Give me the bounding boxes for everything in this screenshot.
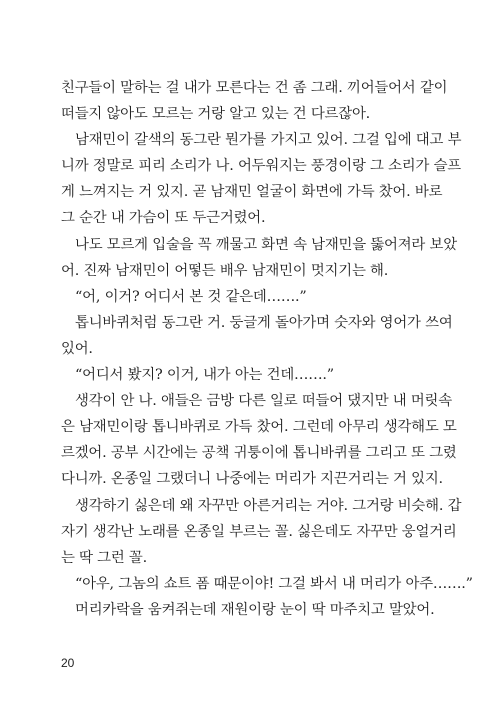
text-line: “어, 이거? 어디서 본 것 같은데…….” bbox=[75, 288, 307, 305]
text-line: 자기 생각난 노래를 온종일 부르는 꼴. 싫은데도 자꾸만 웅얼거리 bbox=[61, 523, 457, 540]
text-line: “아우, 그놈의 쇼트 폼 때문이야! 그걸 봐서 내 머리가 아주…….” bbox=[75, 575, 473, 592]
text-line: 떠들지 않아도 모르는 거랑 알고 있는 건 다르잖아. bbox=[61, 106, 371, 123]
text-line: 는 딱 그런 꼴. bbox=[61, 549, 148, 566]
text-line: 그 순간 내 가슴이 또 두근거렸어. bbox=[61, 210, 266, 227]
body-text bbox=[61, 75, 473, 623]
text-line: 남재민이 갈색의 동그란 뭔가를 가지고 있어. 그걸 입에 대고 부 bbox=[75, 132, 462, 149]
text-line: 생각이 안 나. 애들은 금방 다른 일로 떠들어 댔지만 내 머릿속 bbox=[75, 393, 452, 410]
text-line: “어디서 봤지? 이거, 내가 아는 건데…….” bbox=[75, 367, 334, 384]
text-line: 있어. bbox=[61, 340, 93, 357]
text-line: 친구들이 말하는 걸 내가 모른다는 건 좀 그래. 끼어들어서 같이 bbox=[61, 80, 448, 96]
text-line: 어. 진짜 남재민이 어떻든 배우 남재민이 멋지기는 해. bbox=[61, 262, 389, 279]
text-line: 머리카락을 움켜쥐는데 재원이랑 눈이 딱 마주치고 말았어. bbox=[75, 601, 435, 618]
page-number: 20 bbox=[61, 656, 75, 670]
text-line: 르겠어. 공부 시간에는 공책 귀퉁이에 톱니바퀴를 그리고 또 그렸 bbox=[61, 445, 457, 462]
text-line: 니까 정말로 피리 소리가 나. 어두워지는 풍경이랑 그 소리가 슬프 bbox=[61, 158, 461, 175]
text-line: 게 느껴지는 거 있지. 곧 남재민 얼굴이 화면에 가득 찼어. 바로 bbox=[61, 184, 443, 201]
text-line: 다니까. 온종일 그랬더니 나중에는 머리가 지끈거리는 거 있지. bbox=[61, 471, 443, 488]
text-line: 나도 모르게 입술을 꼭 깨물고 화면 속 남재민을 뚫어져라 보았 bbox=[75, 236, 457, 253]
text-line: 은 남재민이랑 톱니바퀴로 가득 찼어. 그런데 아무리 생각해도 모 bbox=[61, 419, 457, 436]
text-line: 톱니바퀴처럼 동그란 거. 둥글게 돌아가며 숫자와 영어가 쓰여 bbox=[75, 314, 453, 331]
text-line: 생각하기 싫은데 왜 자꾸만 아른거리는 거야. 그거랑 비슷해. 갑 bbox=[75, 497, 462, 514]
